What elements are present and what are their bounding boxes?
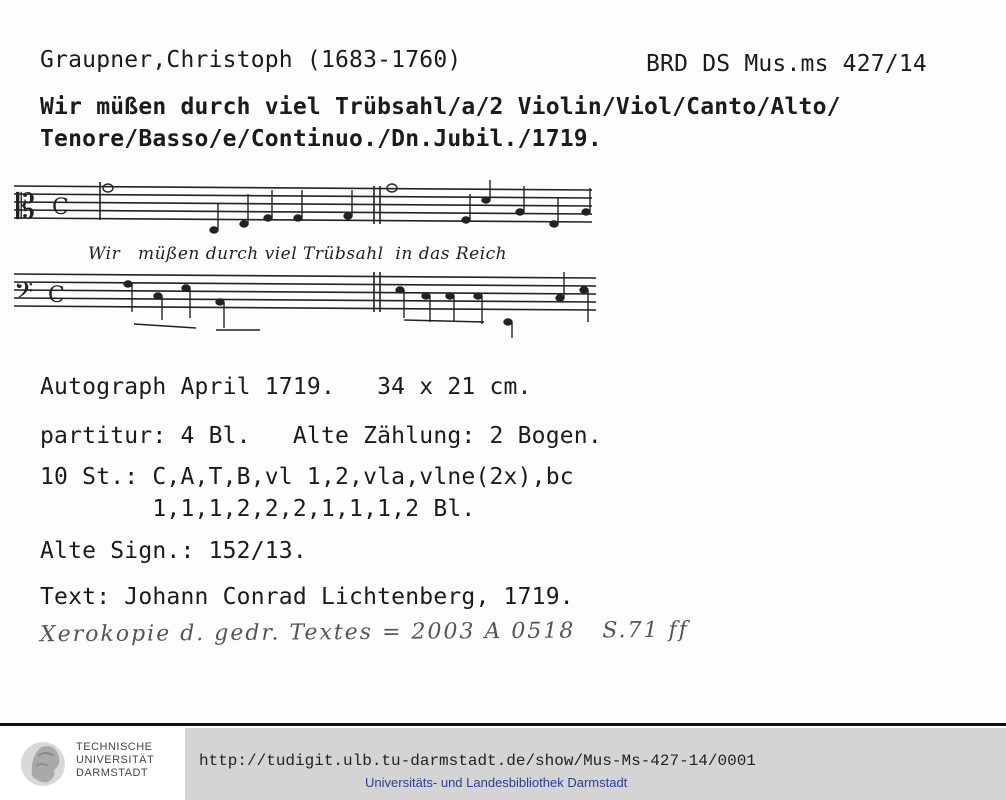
text-author-line: Text: Johann Conrad Lichtenberg, 1719. <box>40 584 574 610</box>
footer-info <box>185 728 1006 800</box>
parts-line: 10 St.: C,A,T,B,vl 1,2,vla,vlne(2x),bc <box>40 464 574 490</box>
footer-bar <box>0 728 1006 800</box>
library-name: Universitäts- und Landesbibliothek Darmstadt <box>365 775 628 790</box>
work-title-line-2: Tenore/Basso/e/Continuo./Dn.Jubil./1719. <box>40 126 602 152</box>
composer-header: Graupner,Christoph (1683-1760) <box>40 47 462 73</box>
c-clef-icon: 𝄡 <box>16 187 35 227</box>
svg-text:C: C <box>52 195 69 220</box>
lower-staff <box>14 272 596 312</box>
parts-leaves-line: 1,1,1,2,2,2,1,1,1,2 Bl. <box>40 496 476 522</box>
music-incipit <box>8 172 628 342</box>
incipit-lyrics: Wir müßen durch viel Trübsahl in das Reich <box>88 244 508 264</box>
old-signature-line: Alte Sign.: 152/13. <box>40 538 307 564</box>
partitur-line: partitur: 4 Bl. Alte Zählung: 2 Bogen. <box>40 423 602 449</box>
upper-staff <box>14 182 592 224</box>
athena-head-icon <box>18 736 68 792</box>
bass-clef-icon: 𝄢 <box>14 277 34 312</box>
permalink[interactable]: http://tudigit.ulb.tu-darmstadt.de/show/Mus-Ms-427-14/0001 <box>199 752 756 770</box>
handwritten-note: Xerokopie d. gedr. Textes = 2003 A 0518 S.71 ff <box>39 617 689 648</box>
autograph-line: Autograph April 1719. 34 x 21 cm. <box>40 374 532 400</box>
lower-notes <box>124 272 588 338</box>
shelfmark: BRD DS Mus.ms 427/14 <box>646 51 927 77</box>
university-logo <box>0 728 185 800</box>
footer-separator <box>0 723 1006 726</box>
university-name: TECHNISCHE UNIVERSITÄT DARMSTADT <box>76 741 155 779</box>
work-title-line-1: Wir müßen durch viel Trübsahl/a/2 Violin/Viol/Canto/Alto/ <box>40 94 841 120</box>
svg-text:C: C <box>48 283 65 308</box>
